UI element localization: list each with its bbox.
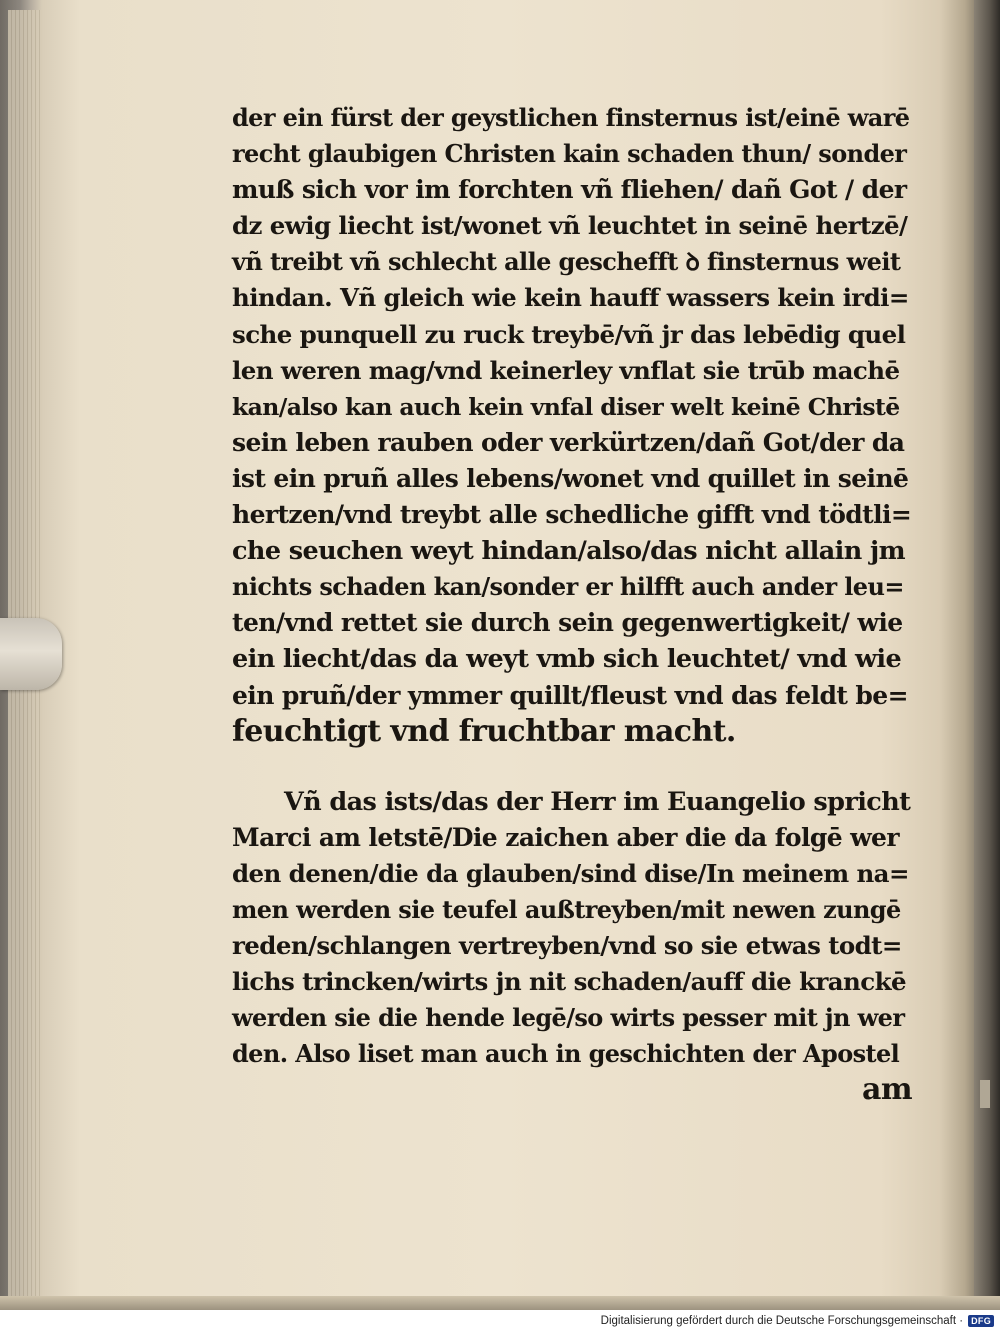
text-line: sein leben rauben oder verkürtzen/dañ Got/der da: [232, 427, 905, 457]
text-line: ten/vnd rettet sie durch sein gegenwertigkeit/ wie: [232, 608, 903, 638]
text-line: che seuchen weyt hindan/also/das nicht allain jm: [232, 536, 905, 567]
funding-credit: Digitalisierung gefördert durch die Deutsche Forschungsgemeinschaft ·: [600, 1314, 964, 1327]
spine-marker: [980, 1080, 990, 1108]
text-line: sche punquell zu ruck treybē/vñ jr das lebēdig quel: [232, 319, 906, 349]
paragraph-1: [232, 100, 912, 750]
text-line: der ein fürst der geystlichen finsternus ist/einē warē: [232, 103, 910, 132]
text-line: nichts schaden kan/sonder er hilfft auch ander leu=: [232, 572, 904, 602]
text-line: feuchtigt vnd fruchtbar macht.: [232, 713, 736, 749]
footer-credit-bar: [0, 1310, 1000, 1331]
text-line: ist ein pruñ alles lebens/wonet vnd quillet in seinē: [232, 463, 909, 493]
text-line: hertzen/vnd treybt alle schedliche gifft vnd tödtli=: [232, 500, 912, 530]
paragraph-2: [232, 784, 912, 1073]
text-line: ein pruñ/der ymmer quillt/fleust vnd das feldt be=: [232, 680, 908, 710]
text-line: vñ treibt vñ schlecht alle geschefft ꝺ finsternus weit: [232, 247, 901, 277]
text-line: den. Also liset man auch in geschichten der Apostel: [232, 1039, 900, 1069]
text-line: kan/also kan auch kein vnfal diser welt keinē Christē: [232, 392, 900, 421]
text-line: men werden sie teufel außtreyben/mit newen zungē: [232, 894, 901, 924]
page-clip: [0, 618, 62, 690]
book-spine-edge: [974, 0, 1000, 1310]
text-line: den denen/die da glauben/sind dise/In meinem na=: [232, 858, 909, 888]
catchword: am: [862, 1072, 912, 1108]
text-line: ein liecht/das da weyt vmb sich leuchtet/ vnd wie: [232, 644, 902, 675]
text-line: len weren mag/vnd keinerley vnflat sie trūb machē: [232, 355, 900, 385]
text-line: muß sich vor im forchten vñ fliehen/ dañ Got / der: [232, 175, 907, 205]
dfg-logo: DFG: [968, 1315, 994, 1327]
book-cover-edge: [0, 1296, 1000, 1310]
page-text: [232, 100, 912, 1109]
text-line: reden/schlangen vertreyben/vnd so sie etwas todt=: [232, 931, 902, 961]
paragraph-gap: [232, 750, 912, 784]
text-line: Marci am letstē/Die zaichen aber die da folgē wer: [232, 822, 899, 852]
text-line: dz ewig liecht ist/wonet vñ leuchtet in seinē hertzē/: [232, 211, 908, 241]
text-line: lichs trincken/wirts jn nit schaden/auff die kranckē: [232, 967, 906, 997]
text-line: Vñ das ists/das der Herr im Euangelio spricht: [284, 786, 911, 817]
text-line: recht glaubigen Christen kain schaden thun/ sonder: [232, 139, 907, 169]
text-line: werden sie die hende legē/so wirts pesser mit jn wer: [232, 1003, 905, 1033]
text-line: hindan. Vñ gleich wie kein hauff wassers kein irdi=: [232, 283, 909, 313]
